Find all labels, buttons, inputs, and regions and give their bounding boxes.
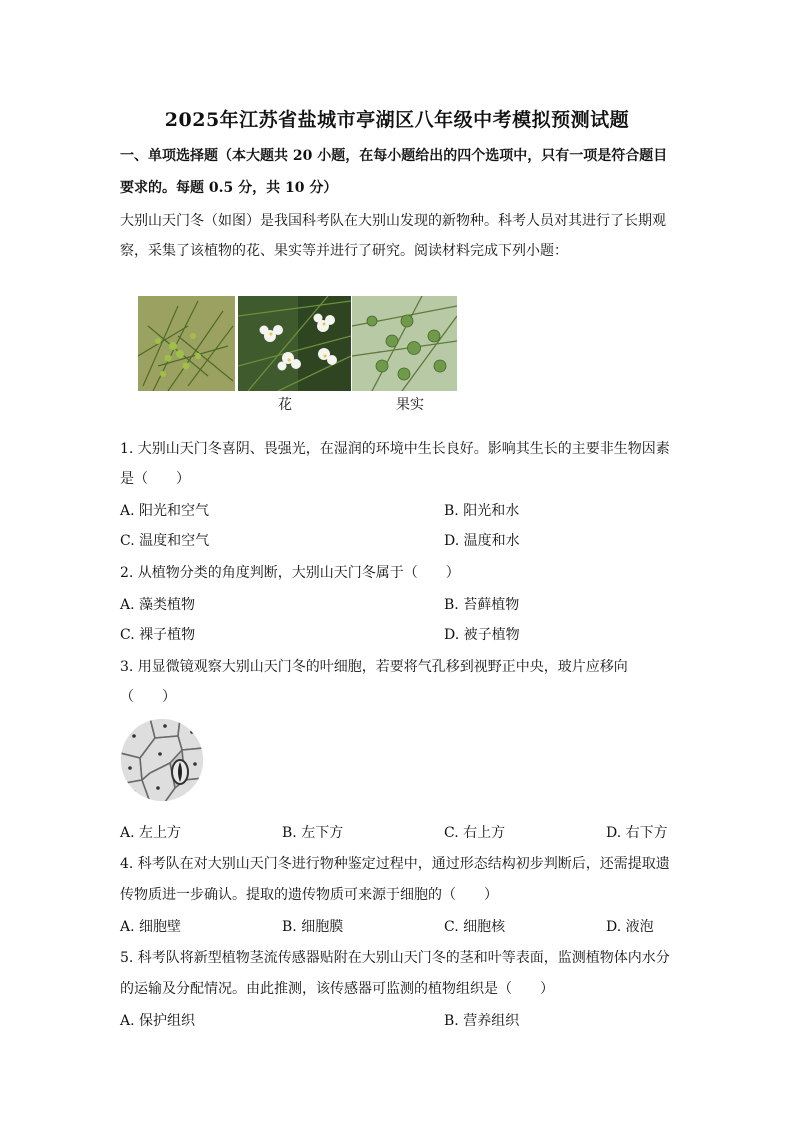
question-5-line2: 的运输及分配情况。由此推测，该传感器可监测的植物组织是（ ）	[120, 981, 554, 997]
q1-option-d[interactable]: D. 温度和水	[444, 533, 520, 549]
microscope-field-image	[120, 718, 204, 802]
question-1-line1: 1. 大别山天门冬喜阴、畏强光，在湿润的环境中生长良好。影响其生长的主要非生物因素	[120, 441, 670, 457]
q3-option-c[interactable]: C. 右上方	[444, 825, 506, 841]
intro-line2: 察，采集了该植物的花、果实等并进行了研究。阅读材料完成下列小题：	[120, 243, 568, 259]
fruit-photo	[352, 296, 457, 391]
q1-option-b[interactable]: B. 阳光和水	[444, 503, 520, 519]
q1-option-a[interactable]: A. 阳光和空气	[120, 503, 210, 519]
question-4-line1: 4. 科考队在对大别山天门冬进行物种鉴定过程中，通过形态结构初步判断后，还需提取遗	[120, 856, 670, 872]
q5-option-b[interactable]: B. 营养组织	[444, 1013, 520, 1029]
section-heading-line1: 一、单项选择题（本大题共 20 小题，在每小题给出的四个选项中，只有一项是符合题目	[120, 148, 668, 164]
q3-option-b[interactable]: B. 左下方	[282, 825, 344, 841]
q2-option-d[interactable]: D. 被子植物	[444, 627, 520, 643]
question-4-line2: 传物质进一步确认。提取的遗传物质可来源于细胞的（ ）	[120, 887, 498, 903]
q3-option-d[interactable]: D. 右下方	[606, 825, 668, 841]
question-3-line2: （ ）	[120, 689, 176, 705]
q4-option-c[interactable]: C. 细胞核	[444, 919, 506, 935]
q5-option-a[interactable]: A. 保护组织	[120, 1013, 196, 1029]
q2-option-b[interactable]: B. 苔藓植物	[444, 597, 520, 613]
q1-option-c[interactable]: C. 温度和空气	[120, 533, 210, 549]
question-5-line1: 5. 科考队将新型植物茎流传感器贴附在大别山天门冬的茎和叶等表面，监测植物体内水分	[120, 950, 670, 966]
caption-flower: 花	[278, 397, 292, 413]
flower-photo	[238, 296, 351, 391]
plant-stem-photo	[138, 296, 235, 391]
q2-option-a[interactable]: A. 藻类植物	[120, 597, 196, 613]
section-heading-line2: 要求的。每题 0.5 分，共 10 分）	[120, 180, 338, 196]
q3-option-a[interactable]: A. 左上方	[120, 825, 182, 841]
page-title: 2025年江苏省盐城市亭湖区八年级中考模拟预测试题	[164, 109, 630, 131]
intro-line1: 大别山天门冬（如图）是我国科考队在大别山发现的新物种。科考人员对其进行了长期观	[120, 213, 666, 229]
q2-option-c[interactable]: C. 裸子植物	[120, 627, 196, 643]
question-2-line1: 2. 从植物分类的角度判断，大别山天门冬属于（ ）	[120, 565, 460, 581]
q4-option-d[interactable]: D. 液泡	[606, 919, 654, 935]
question-1-line2: 是（ ）	[120, 471, 190, 487]
q4-option-b[interactable]: B. 细胞膜	[282, 919, 344, 935]
q4-option-a[interactable]: A. 细胞壁	[120, 919, 182, 935]
question-3-line1: 3. 用显微镜观察大别山天门冬的叶细胞，若要将气孔移到视野正中央，玻片应移向	[120, 659, 628, 675]
caption-fruit: 果实	[396, 397, 424, 413]
